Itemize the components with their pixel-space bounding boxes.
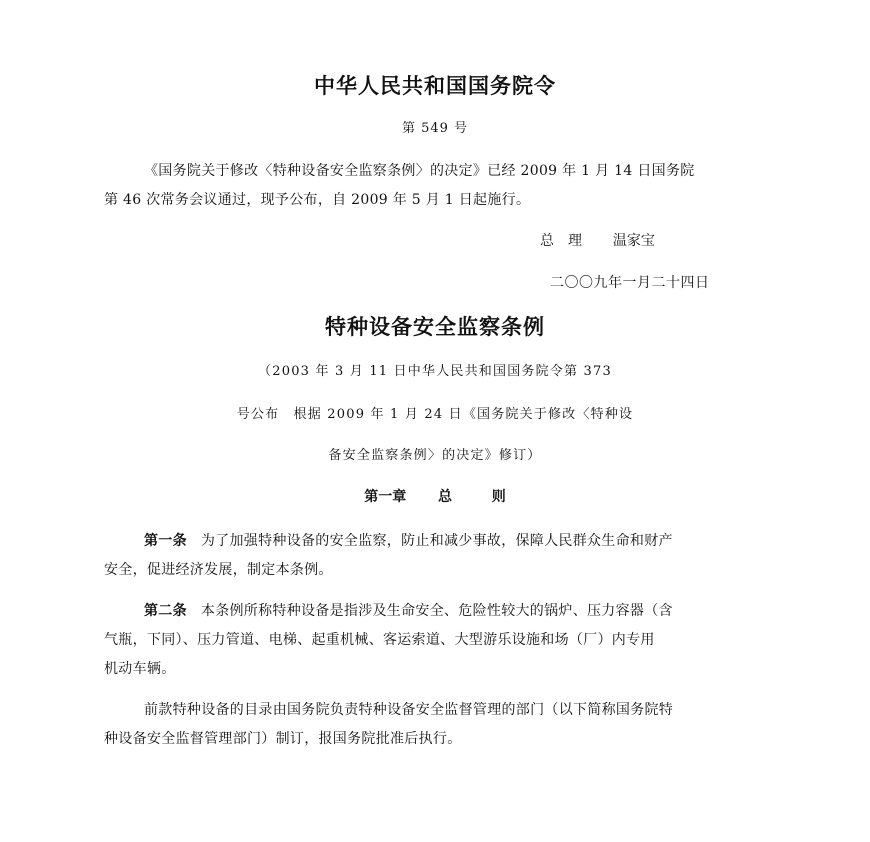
chapter-title-part-2: 则 <box>491 489 506 505</box>
article-2-line-1 <box>144 604 673 618</box>
order-body-line-2: 第 46 次常务会议通过，现予公布，自 2009 年 5 月 1 日起施行。 <box>104 192 531 208</box>
chapter-heading <box>0 490 870 504</box>
order-body-line-1: 《国务院关于修改〈特种设备安全监察条例〉的决定》已经 2009 年 1 月 14 日国务院 <box>144 163 695 179</box>
order-title: 中华人民共和国国务院令 <box>314 74 556 98</box>
signer-name: 温家宝 <box>612 233 655 249</box>
article-2-line-2: 气瓶，下同）、压力管道、电梯、起重机械、客运索道、大型游乐设施和场（厂）内专用 <box>104 632 655 648</box>
chapter-title-part-1: 总 <box>438 489 452 505</box>
signature-block <box>540 234 655 248</box>
article-1-text: 为了加强特种设备的安全监察，防止和减少事故，保障人民群众生命和财产 <box>200 533 673 549</box>
order-number: 第 549 号 <box>401 121 469 136</box>
regulation-note-line-2: 号公布 根据 2009 年 1 月 24 日《国务院关于修改〈特种设 <box>236 407 634 422</box>
article-1-line-2: 安全，促进经济发展，制定本条例。 <box>104 562 333 578</box>
article-1-label: 第一条 <box>144 533 187 549</box>
signer-title: 总 理 <box>540 233 582 249</box>
regulation-note-line-3: 备安全监察条例〉的决定》修订） <box>328 448 542 463</box>
regulation-note-line-1: （2003 年 3 月 11 日中华人民共和国国务院令第 373 <box>258 364 612 379</box>
article-1-line-1 <box>144 534 673 548</box>
chapter-number: 第一章 <box>364 489 407 505</box>
paragraph-3-line-1: 前款特种设备的目录由国务院负责特种设备安全监督管理的部门（以下简称国务院特 <box>144 702 674 718</box>
regulation-title: 特种设备安全监察条例 <box>325 315 545 339</box>
article-2-line-3: 机动车辆。 <box>104 661 176 677</box>
order-date: 二〇〇九年一月二十四日 <box>550 275 710 291</box>
paragraph-3-line-2: 种设备安全监督管理部门）制订，报国务院批准后执行。 <box>104 731 462 747</box>
article-2-text: 本条例所称特种设备是指涉及生命安全、危险性较大的锅炉、压力容器（含 <box>200 603 673 619</box>
article-2-label: 第二条 <box>144 603 187 619</box>
